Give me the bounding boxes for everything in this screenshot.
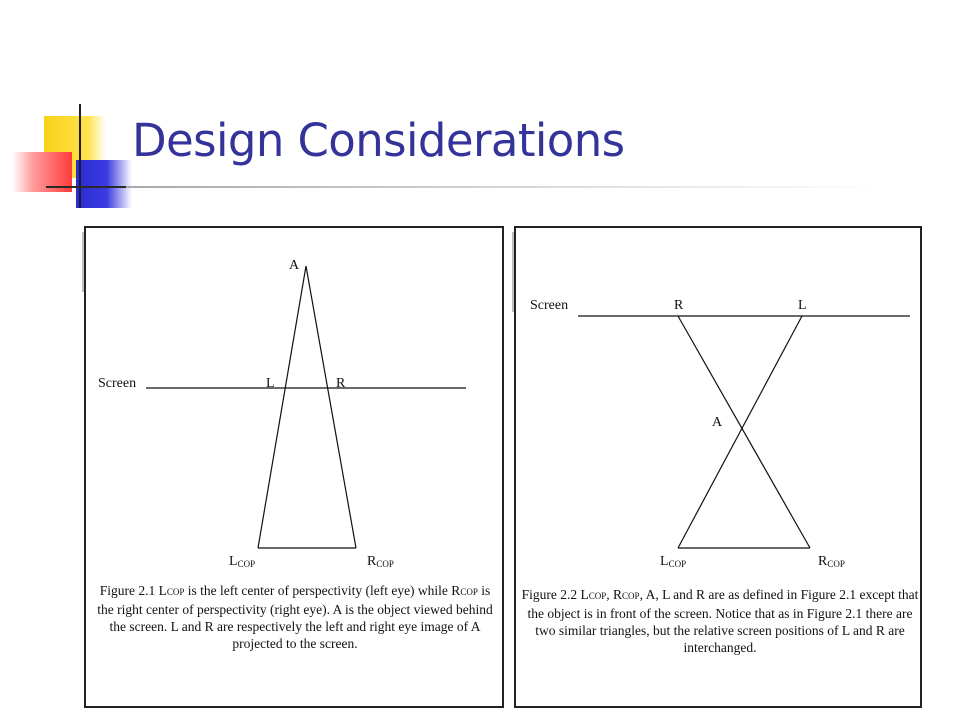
label-lcop-sub: COP: [237, 559, 256, 569]
label-lcop: [660, 554, 686, 569]
caption-1-mid: is the left center of perspectivity (left eye) while R: [184, 583, 461, 598]
left-sight-line: [258, 266, 306, 548]
label-r: R: [674, 298, 684, 313]
caption-1-sub-1: COP: [166, 587, 185, 597]
label-rcop-base: R: [367, 554, 377, 569]
label-rcop: [818, 554, 845, 569]
figure-2-1-caption: [90, 582, 500, 652]
label-rcop-sub: COP: [376, 559, 394, 569]
label-lcop-base: L: [229, 554, 238, 569]
label-lcop-base: L: [660, 554, 669, 569]
title-underline: [126, 186, 886, 188]
label-lcop: [229, 554, 255, 569]
label-r: R: [336, 376, 346, 391]
figure-2-2-panel: [514, 226, 922, 708]
right-sight-line: [306, 266, 356, 548]
title-decoration-horizontal-line: [46, 186, 136, 188]
label-rcop: [367, 554, 394, 569]
left-sight-line: [678, 316, 802, 548]
title-decoration-blue-square: [76, 160, 132, 208]
caption-2-sub-1: COP: [588, 591, 607, 601]
label-a: A: [289, 258, 300, 273]
right-sight-line: [678, 316, 810, 548]
caption-1-prefix: Figure 2.1 L: [99, 583, 167, 598]
label-rcop-sub: COP: [827, 559, 845, 569]
panel-edge-mark: [82, 232, 84, 292]
label-l: L: [798, 298, 807, 313]
caption-2-rest: , A, L and R are as defined in Figure 2.1 except that the object is in front of the screen. Notice that as in Figure 2.1 there are two similar triangles, but the relative screen positions of L and R are interchanged.: [527, 587, 919, 655]
caption-1-sub-2: COP: [460, 587, 478, 597]
caption-2-sub-2: COP: [622, 591, 640, 601]
label-screen: Screen: [530, 298, 569, 313]
caption-2-prefix: Figure 2.2 L: [521, 587, 589, 602]
label-a: A: [712, 415, 723, 430]
panel-edge-mark: [512, 232, 514, 312]
caption-2-mid: , R: [606, 587, 623, 602]
figure-2-1-panel: [84, 226, 504, 708]
figure-2-2-caption: [520, 586, 920, 656]
title-decoration-vertical-line: [79, 104, 81, 208]
label-rcop-base: R: [818, 554, 828, 569]
slide-title: Design Considerations: [132, 114, 625, 167]
caption-1-rest: is the right center of perspectivity (right eye). A is the object viewed behind the screen. L and R are respectively the left and right eye image of A projected to the screen.: [97, 583, 493, 651]
label-l: L: [266, 376, 275, 391]
label-lcop-sub: COP: [668, 559, 687, 569]
label-screen: Screen: [98, 376, 137, 391]
